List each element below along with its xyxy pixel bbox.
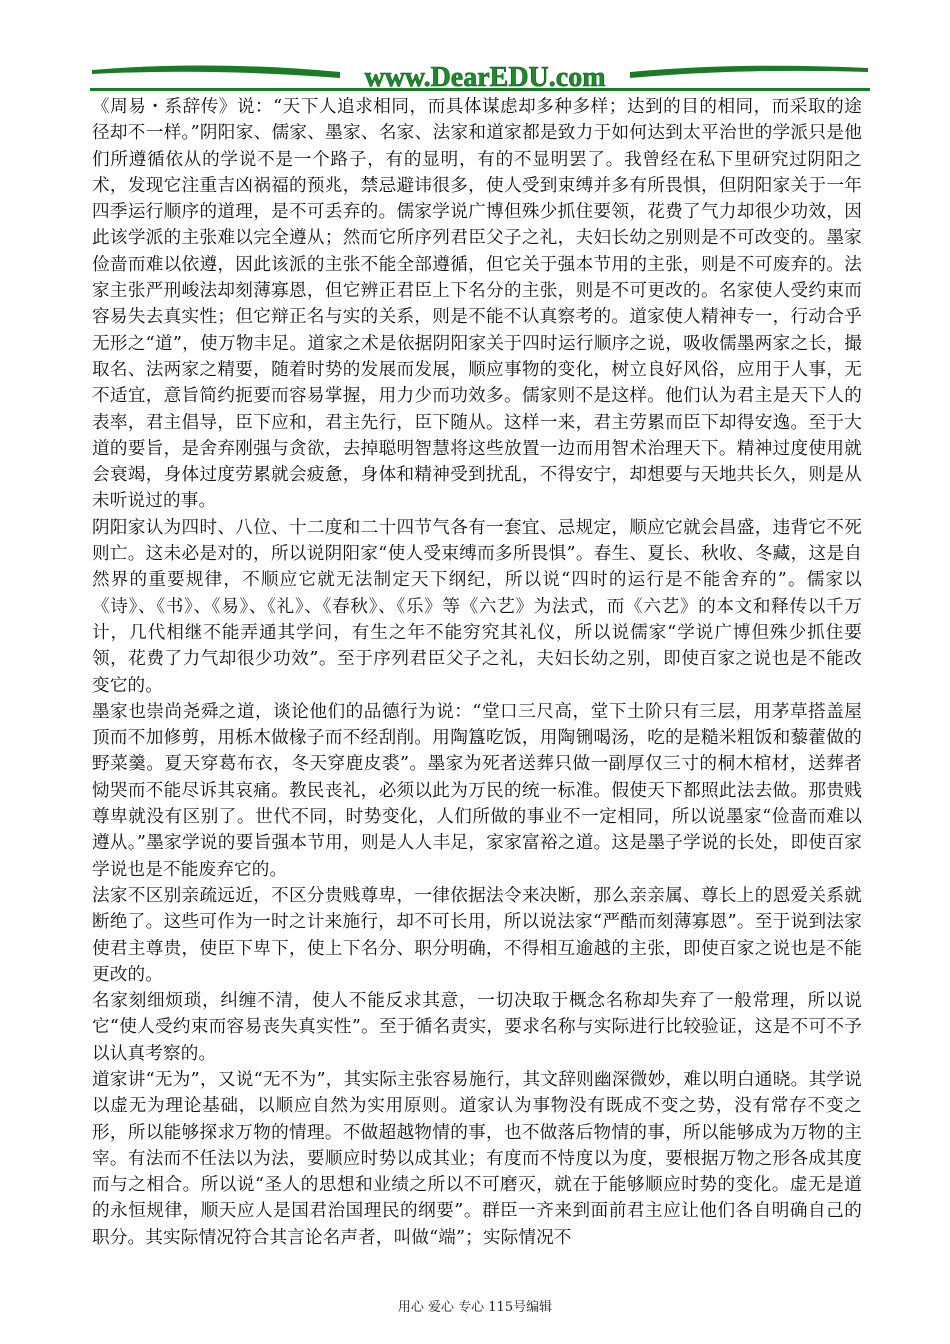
site-header [90, 58, 870, 94]
paragraph-6: 道家讲“无为”，又说“无不为”，其实际主张容易施行，其文辞则幽深微妙，难以明白通晓。其学说以虚无为理论基础，以顺应自然为实用原则。道家认为事物没有既成不变之势，没有常存不变之形，所以能够探求万物的情理。不做超越物情的事，也不做落后物情的事，所以能够成为万物的主宰。有法而不任法以为法，要顺应时势以成其业；有度而不恃度以为度，要根据万物之形各成其度而与之相合。所以说“圣人的思想和业绩之所以不可磨灭，就在于能够顺应时势的变化。虚无是道的永恒规律，顺天应人是国君治国理民的纲要”。群臣一齐来到面前君主应让他们各自明确自己的职分。其实际情况符合其言论名声者，叫做“端”；实际情况不 [92, 1069, 862, 1248]
paragraph-3: 墨家也崇尚尧舜之道，谈论他们的品德行为说：“堂口三尺高，堂下土阶只有三层，用茅草搭盖屋顶而不加修剪，用栎木做椽子而不经刮削。用陶簋吃饭，用陶铏喝汤，吃的是糙米粗饭和藜藿做的野菜羹。夏天穿葛布衣，冬天穿鹿皮裘”。墨家为死者送葬只做一副厚仅三寸的桐木棺材，送葬者恸哭而不能尽诉其哀痛。教民丧礼，必须以此为万民的统一标准。假使天下都照此法去做。那贵贱尊卑就没有区别了。世代不同，时势变化，人们所做的事业不一定相同，所以说墨家“俭啬而难以遵从。”墨家学说的要旨强本节用，则是人人丰足，家家富裕之道。这是墨子学说的长处，即使百家学说也是不能废弃它的。 [92, 701, 862, 880]
paragraph-5: 名家刻细烦琐，纠缠不清，使人不能反求其意，一切决取于概念名称却失弃了一般常理，所以说它“使人受约束而容易丧失真实性”。至于循名责实，要求名称与实际进行比较验证，这是不可不予以认真考察的。 [92, 991, 862, 1064]
paragraph-1: 《周易・系辞传》说：“天下人追求相同，而具体谋虑却多种多样；达到的目的相同，而采取的途径却不一样。”阴阳家、儒家、墨家、名家、法家和道家都是致力于如何达到太平治世的学派只是他们所遵循依从的学说不是一个路子，有的显明，有的不显明罢了。我曾经在私下里研究过阴阳之术，发现它注重吉凶祸福的预兆，禁忌避讳很多，使人受到束缚并多有所畏惧，但阴阳家关于一年四季运行顺序的道理，是不可丢弃的。儒家学说广博但殊少抓住要领，花费了气力却很少功效，因此该学派的主张难以完全遵从；然而它所序列君臣父子之礼，夫妇长幼之别则是不可改变的。墨家俭啬而难以依遵，因此该派的主张不能全部遵循，但它关于强本节用的主张，则是不可废弃的。法家主张严刑峻法却刻薄寡恩，但它辨正君臣上下名分的主张，则是不可更改的。名家使人受约束而容易失去真实性；但它辩正名与实的关系，则是不能不认真察考的。道家使人精神专一，行动合乎无形之“道”，使万物丰足。道家之术是依据阴阳家关于四时运行顺序之说，吸收儒墨两家之长，撮取名、法两家之精要，随着时势的发展而发展，顺应事物的变化，树立良好风俗，应用于人事，无不适宜，意旨简约扼要而容易掌握，用力少而功效多。儒家则不是这样。他们认为君主是天下人的表率，君主倡导，臣下应和，君主先行，臣下随从。这样一来，君主劳累而臣下却得安逸。至于大道的要旨，是舍弃刚强与贪欲，去掉聪明智慧将这些放置一边而用智术治理天下。精神过度使用就会衰竭，身体过度劳累就会疲惫，身体和精神受到扰乱，不得安宁，却想要与天地共长久，则是从未听说过的事。 [92, 97, 862, 512]
page-footer: 用心 爱心 专心 115号编辑 [397, 1300, 553, 1315]
paragraph-4: 法家不区别亲疏远近，不区分贵贱尊卑，一律依据法令来决断，那么亲亲属、尊长上的恩爱关系就断绝了。这些可作为一时之计来施行，却不可长用，所以说法家“严酷而刻薄寡恩”。至于说到法家使君主尊贵，使臣下卑下，使上下名分、职分明确，不得相互逾越的主张，即使百家之说也是不能更改的。 [92, 885, 862, 985]
right-swoosh [630, 66, 868, 78]
paragraph-2: 阴阳家认为四时、八位、十二度和二十四节气各有一套宜、忌规定，顺应它就会昌盛，违背它不死则亡。这未必是对的，所以说阴阳家“使人受束缚而多所畏惧”。春生、夏长、秋收、冬藏，这是自然界的重要规律，不顺应它就无法制定天下纲纪，所以说“四时的运行是不能舍弃的”。儒家以《诗》、《书》、《易》、《礼》、《春秋》、《乐》等《六艺》为法式，而《六艺》的本文和释传以千万计，几代相继不能弄通其学问，有生之年不能穷究其礼仪，所以说儒家“学说广博但殊少抓住要领，花费了力气却很少功效”。至于序列君臣父子之礼，夫妇长幼之别，即使百家之说也是不能改变它的。 [92, 517, 862, 696]
left-swoosh [92, 65, 340, 78]
article-body [92, 94, 862, 1251]
logo-banner [90, 58, 870, 94]
logo-text: www.DearEDU.com [364, 62, 606, 93]
